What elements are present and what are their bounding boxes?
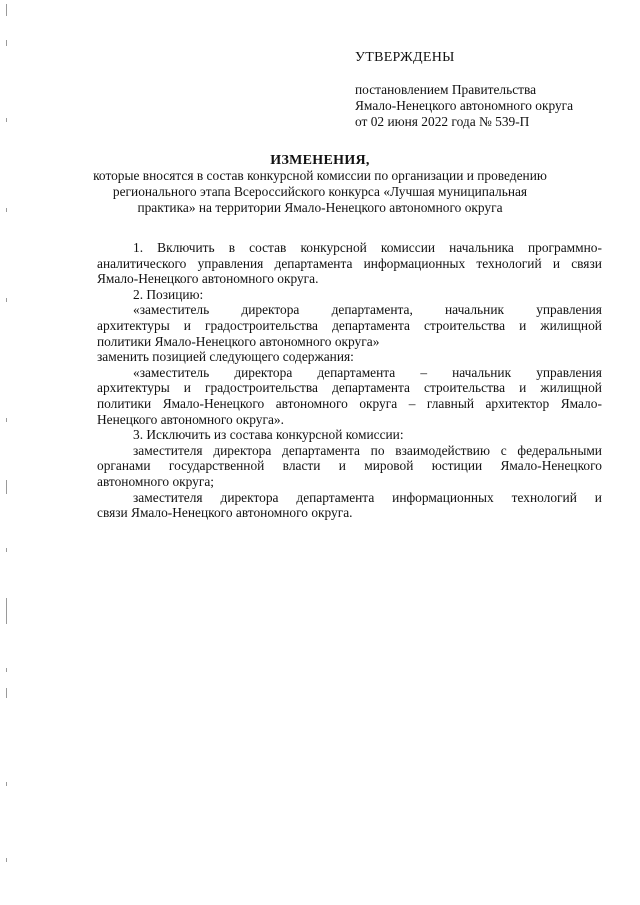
word: федеральными [517, 442, 602, 458]
word: архитектуры [97, 380, 170, 396]
item2-old-line3: политики Ямало-Ненецкого автономного округа» [97, 333, 380, 349]
document-body [97, 240, 602, 521]
word: строительства [424, 380, 506, 396]
word: в [228, 240, 236, 255]
approval-line-government: Ямало-Ненецкого автономного округа [355, 98, 574, 113]
word: комиссии [380, 240, 436, 255]
word: жилищной [540, 380, 602, 396]
word: и [183, 380, 191, 396]
word: архитектуры [97, 317, 170, 333]
word: департамента [332, 317, 410, 333]
item3-b-line2: связи Ямало-Ненецкого автономного округа. [97, 505, 353, 521]
word: – [420, 364, 428, 380]
word: главный [426, 395, 474, 411]
word: власти [282, 458, 321, 474]
word: управления [536, 302, 602, 318]
word: строительства [424, 317, 506, 333]
word: заместителя [133, 442, 203, 458]
word: начальника [449, 240, 514, 255]
word: и [519, 380, 527, 396]
item2-new-line2 [97, 380, 602, 396]
item2-old-line2 [97, 318, 602, 334]
item3-a-line3: автономного округа; [97, 473, 215, 489]
word: автономного [275, 395, 348, 411]
item3-b-line1 [97, 490, 602, 506]
word: 1. [133, 240, 144, 255]
word: и [594, 489, 602, 505]
word: технологий [511, 489, 577, 505]
word: Ямало- [560, 395, 602, 411]
word: государственной [168, 458, 265, 474]
item2-replace-label: заменить позицией следующего содержания: [97, 349, 354, 365]
word: органами [97, 458, 151, 474]
word: управления [536, 364, 602, 380]
word: информационных [392, 489, 494, 505]
word: состав [249, 240, 287, 255]
word: градостроительства [205, 317, 318, 333]
word: по [370, 442, 385, 458]
word: Включить [157, 240, 215, 255]
word: округа [359, 395, 398, 411]
word: департамента, [331, 302, 413, 318]
word: департамента [274, 255, 353, 271]
word: заместителя [133, 489, 203, 505]
word: департамента [317, 364, 396, 380]
item3-a-line1 [97, 443, 602, 459]
word: начальник [452, 364, 512, 380]
word: департамента [282, 442, 360, 458]
word: директора [213, 442, 272, 458]
scan-margin-marks [6, 0, 12, 905]
item3-a-line2 [97, 458, 602, 474]
word: политики [97, 395, 152, 411]
word: и [338, 458, 346, 474]
approval-line-resolution: постановлением Правительства [355, 82, 537, 97]
word: взаимодействию [395, 442, 490, 458]
word: Ямало-Ненецкого [500, 458, 602, 474]
subtitle-line: регионального этапа Всероссийского конкурса «Лучшая муниципальная [112, 184, 528, 199]
approval-block [355, 50, 615, 130]
item2-new-line1 [97, 365, 602, 381]
word: с [500, 442, 507, 458]
item3-label: 3. Исключить из состава конкурсной комиссии: [133, 427, 404, 443]
item2-new-line3 [97, 396, 602, 412]
word: жилищной [540, 317, 602, 333]
word: «заместитель [133, 302, 210, 318]
word: мировой [364, 458, 414, 474]
word: связи [571, 255, 602, 271]
word: директора [220, 489, 279, 505]
approval-title: УТВЕРЖДЕНЫ [355, 50, 455, 65]
approval-line-date: от 02 июня 2022 года № 539-П [355, 114, 530, 129]
word: директора [241, 302, 300, 318]
word: начальник [445, 302, 504, 318]
word: и [519, 317, 527, 333]
word: архитектор [485, 395, 550, 411]
word: градостроительства [205, 380, 318, 396]
word: «заместитель [133, 364, 210, 380]
item1-line1 [97, 240, 602, 256]
word: директора [234, 364, 293, 380]
item2-new-line4: Ненецкого автономного округа». [97, 411, 284, 427]
word: информационных [363, 255, 466, 271]
word: Ямало-Ненецкого [162, 395, 265, 411]
word: управления [197, 255, 264, 271]
word: конкурсной [300, 240, 367, 255]
word: департамента [332, 380, 410, 396]
word: технологий [476, 255, 542, 271]
word: программно- [527, 240, 602, 255]
word: департамента [296, 489, 375, 505]
document-subtitle [80, 168, 560, 216]
subtitle-line: которые вносятся в состав конкурсной комиссии по организации и проведению [93, 168, 547, 183]
word: и [552, 255, 560, 271]
item2-old-line1 [97, 302, 602, 318]
item1-line3: Ямало-Ненецкого автономного округа. [97, 271, 319, 287]
subtitle-line: практика» на территории Ямало-Ненецкого автономного округа [137, 200, 503, 215]
word: юстиции [431, 458, 483, 474]
item2-label: 2. Позицию: [133, 286, 204, 302]
word: аналитического [97, 255, 187, 271]
word: – [408, 395, 416, 411]
document-heading: ИЗМЕНЕНИЯ, [270, 153, 370, 168]
word: и [183, 317, 191, 333]
item1-line2 [97, 256, 602, 272]
